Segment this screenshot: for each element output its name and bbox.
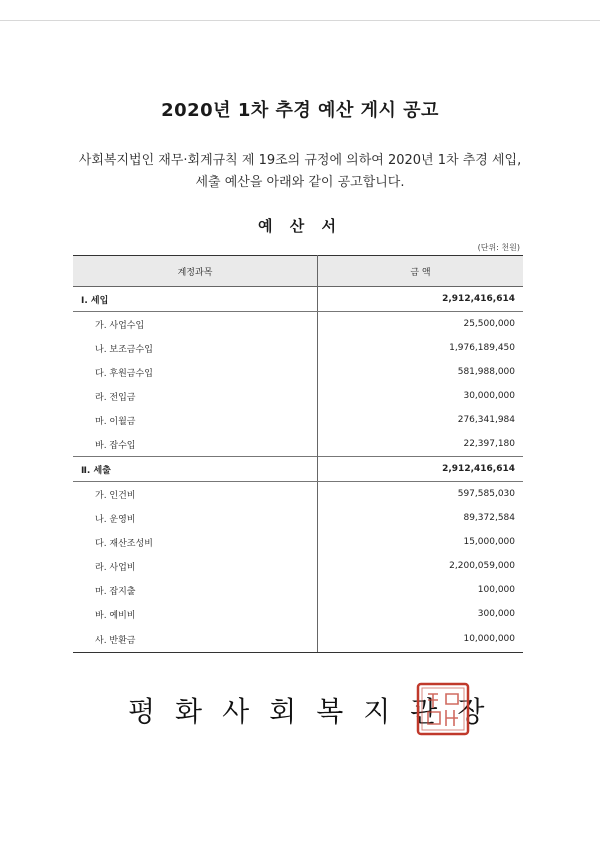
table-row <box>73 506 523 530</box>
table-row <box>73 312 523 337</box>
header-amount: 금 액 <box>318 256 524 287</box>
unit-note: (단위: 천원) <box>477 243 520 252</box>
table-row <box>73 554 523 578</box>
item-label: 마. 잡지출 <box>73 578 318 602</box>
table-row <box>73 408 523 432</box>
item-label: 라. 전입금 <box>73 384 318 408</box>
item-amount: 1,976,189,450 <box>449 343 515 353</box>
intro-line-2: 세출 예산을 아래와 같이 공고합니다. <box>195 175 405 190</box>
item-label: 라. 사업비 <box>73 554 318 578</box>
section-total: 2,912,416,614 <box>318 457 524 482</box>
table-row <box>73 336 523 360</box>
section-label: Ⅰ. 세입 <box>73 287 318 312</box>
table-row <box>73 578 523 602</box>
item-amount: 100,000 <box>477 585 515 595</box>
item-amount: 22,397,180 <box>463 439 515 449</box>
table-body <box>73 287 523 653</box>
section-label: Ⅱ. 세출 <box>73 457 318 482</box>
table-row <box>73 432 523 457</box>
document-title: 2020년 1차 추경 예산 게시 공고 <box>161 100 439 121</box>
table-row <box>73 626 523 653</box>
item-label: 바. 잡수입 <box>73 432 318 457</box>
item-label: 사. 반환금 <box>73 626 318 653</box>
item-amount: 10,000,000 <box>318 626 524 653</box>
section-row <box>73 457 523 482</box>
item-label: 마. 이월금 <box>73 408 318 432</box>
item-label: 다. 후원금수입 <box>73 360 318 384</box>
item-amount: 300,000 <box>477 609 515 619</box>
item-amount: 15,000,000 <box>463 537 515 547</box>
item-label: 다. 재산조성비 <box>73 530 318 554</box>
intro-paragraph <box>0 150 600 194</box>
table-row <box>73 602 523 626</box>
section-total: 2,912,416,614 <box>318 287 524 312</box>
item-label: 바. 예비비 <box>73 602 318 626</box>
table-row <box>73 384 523 408</box>
page-top-edge <box>0 20 600 21</box>
table-header-row <box>73 256 523 287</box>
item-amount: 597,585,030 <box>457 489 515 499</box>
item-amount: 30,000,000 <box>463 391 515 401</box>
official-seal-icon <box>416 682 470 736</box>
budget-table <box>73 255 523 653</box>
table-row <box>73 482 523 507</box>
item-amount: 89,372,584 <box>463 513 515 523</box>
header-account: 계정과목 <box>73 256 318 287</box>
item-amount: 2,200,059,000 <box>449 561 515 571</box>
intro-line-1: 사회복지법인 재무·회계규칙 제 19조의 규정에 의하여 2020년 1차 추경 세입, <box>78 153 522 168</box>
item-amount: 25,500,000 <box>463 319 515 329</box>
budget-heading: 예 산 서 <box>258 217 342 235</box>
item-amount: 276,341,984 <box>457 415 515 425</box>
item-amount: 581,988,000 <box>457 367 515 377</box>
signature-line: 평화사회복지관장 <box>128 695 505 728</box>
section-row <box>73 287 523 312</box>
item-label: 나. 운영비 <box>73 506 318 530</box>
item-label: 가. 인건비 <box>73 482 318 507</box>
table-row <box>73 530 523 554</box>
item-label: 가. 사업수입 <box>73 312 318 337</box>
table-row <box>73 360 523 384</box>
item-label: 나. 보조금수입 <box>73 336 318 360</box>
